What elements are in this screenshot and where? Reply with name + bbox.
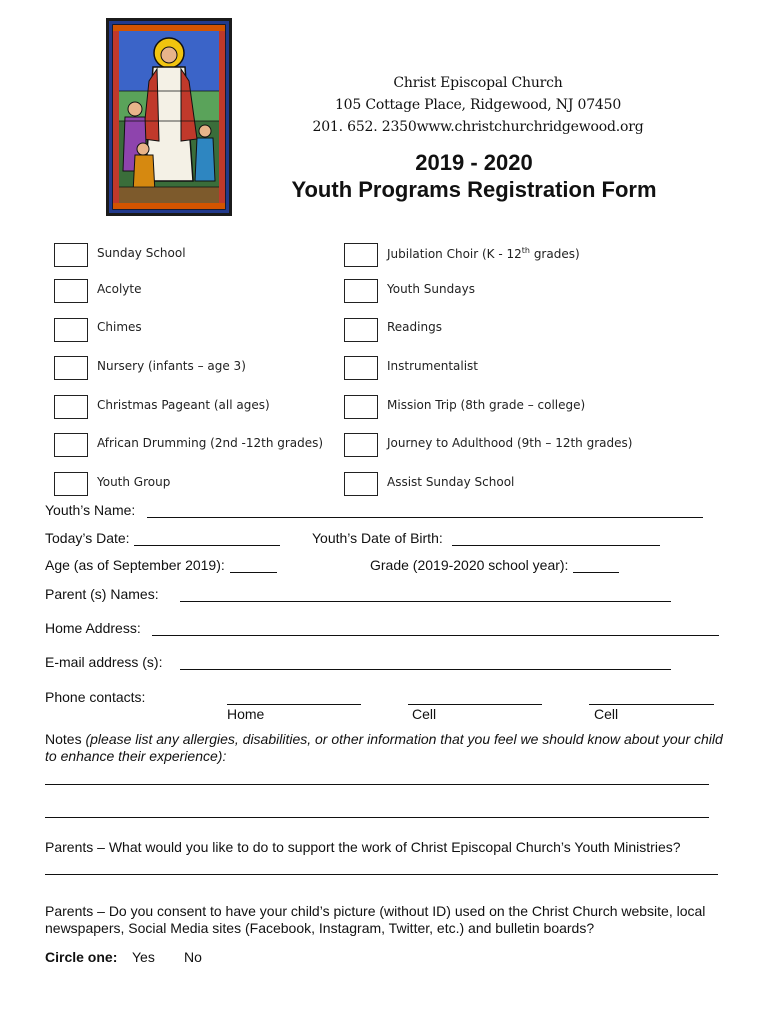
option-label: African Drumming (2nd -12th grades) bbox=[97, 436, 324, 450]
checkbox-nursery[interactable] bbox=[54, 356, 88, 380]
parents-label: Parent (s) Names: bbox=[45, 586, 159, 602]
form-title: Youth Programs Registration Form bbox=[291, 177, 657, 202]
age-line[interactable] bbox=[230, 572, 277, 573]
checkbox-jubilation-choir[interactable] bbox=[344, 243, 378, 267]
grade-line[interactable] bbox=[573, 572, 619, 573]
option-label: Youth Group bbox=[97, 475, 171, 489]
option-label: Christmas Pageant (all ages) bbox=[97, 398, 270, 412]
phone-cell1-line[interactable] bbox=[408, 704, 542, 705]
church-address: 105 Cottage Place, Ridgewood, NJ 07450 bbox=[334, 97, 622, 113]
phone-cell2-line[interactable] bbox=[589, 704, 714, 705]
option-label: Mission Trip (8th grade – college) bbox=[387, 398, 586, 412]
phone-home-line[interactable] bbox=[227, 704, 361, 705]
church-website[interactable]: www.christchurchridgewood.org bbox=[416, 119, 644, 135]
option-label: Chimes bbox=[97, 320, 142, 334]
consent-no-option[interactable]: No bbox=[184, 949, 202, 965]
consent-yes-option[interactable]: Yes bbox=[132, 949, 155, 965]
phone-cell1-caption: Cell bbox=[412, 706, 437, 722]
todays-date-line[interactable] bbox=[134, 545, 280, 546]
option-label-sup: th bbox=[521, 246, 530, 255]
option-label: Sunday School bbox=[97, 246, 186, 260]
checkbox-african-drumming[interactable] bbox=[54, 433, 88, 457]
notes-prompt bbox=[45, 731, 735, 765]
notes-line-1[interactable] bbox=[45, 784, 709, 785]
checkbox-youth-sundays[interactable] bbox=[344, 279, 378, 303]
option-label: Nursery (infants – age 3) bbox=[97, 359, 246, 373]
address-line[interactable] bbox=[152, 635, 719, 636]
todays-date-label: Today’s Date: bbox=[45, 530, 130, 546]
age-label: Age (as of September 2019): bbox=[45, 557, 225, 573]
checkbox-youth-group[interactable] bbox=[54, 472, 88, 496]
checkbox-mission-trip[interactable] bbox=[344, 395, 378, 419]
option-label: Assist Sunday School bbox=[387, 475, 515, 489]
checkbox-acolyte[interactable] bbox=[54, 279, 88, 303]
checkbox-assist-sunday-school[interactable] bbox=[344, 472, 378, 496]
address-label: Home Address: bbox=[45, 620, 141, 636]
youth-name-line[interactable] bbox=[147, 517, 703, 518]
church-name: Christ Episcopal Church bbox=[393, 75, 563, 91]
checkbox-sunday-school[interactable] bbox=[54, 243, 88, 267]
church-contact bbox=[268, 116, 688, 138]
phone-cell2-caption: Cell bbox=[594, 706, 619, 722]
checkbox-christmas-pageant[interactable] bbox=[54, 395, 88, 419]
option-label: Readings bbox=[387, 320, 442, 334]
checkbox-instrumentalist[interactable] bbox=[344, 356, 378, 380]
consent-question: Parents – Do you consent to have your child’s picture (without ID) used on the Christ Church website, local newspapers, Social Media sites (Facebook, Instagram, Twitter, etc.) and bulletin boards? bbox=[45, 903, 706, 936]
parents-line[interactable] bbox=[180, 601, 671, 602]
form-year: 2019 - 2020 bbox=[415, 150, 533, 175]
youth-name-label: Youth’s Name: bbox=[45, 502, 136, 518]
option-label: Acolyte bbox=[97, 282, 142, 296]
option-label: Youth Sundays bbox=[387, 282, 475, 296]
phone-home-caption: Home bbox=[227, 706, 265, 722]
option-label: Instrumentalist bbox=[387, 359, 479, 373]
support-line[interactable] bbox=[45, 874, 718, 875]
option-label-suffix: grades) bbox=[530, 247, 580, 261]
stained-glass-logo bbox=[106, 18, 232, 216]
grade-label: Grade (2019-2020 school year): bbox=[370, 557, 569, 573]
dob-line[interactable] bbox=[452, 545, 660, 546]
notes-instructions: (please list any allergies, disabilities, or other information that you feel we should know about your child to enhance their experience): bbox=[45, 731, 723, 764]
checkbox-chimes[interactable] bbox=[54, 318, 88, 342]
phone-label: Phone contacts: bbox=[45, 689, 146, 705]
support-question: Parents – What would you like to do to support the work of Christ Episcopal Church’s Youth Ministries? bbox=[45, 839, 681, 855]
notes-lead: Notes bbox=[45, 731, 82, 747]
option-label-choir bbox=[387, 246, 580, 261]
circle-one-label: Circle one: bbox=[45, 949, 118, 965]
dob-label: Youth’s Date of Birth: bbox=[312, 530, 443, 546]
email-line[interactable] bbox=[180, 669, 671, 670]
checkbox-journey-to-adulthood[interactable] bbox=[344, 433, 378, 457]
email-label: E-mail address (s): bbox=[45, 654, 163, 670]
church-phone: 201. 652. 2350 bbox=[312, 119, 417, 135]
notes-line-2[interactable] bbox=[45, 817, 709, 818]
option-label: Jubilation Choir (K - 12 bbox=[387, 247, 522, 261]
checkbox-readings[interactable] bbox=[344, 318, 378, 342]
option-label: Journey to Adulthood (9th – 12th grades) bbox=[387, 436, 633, 450]
